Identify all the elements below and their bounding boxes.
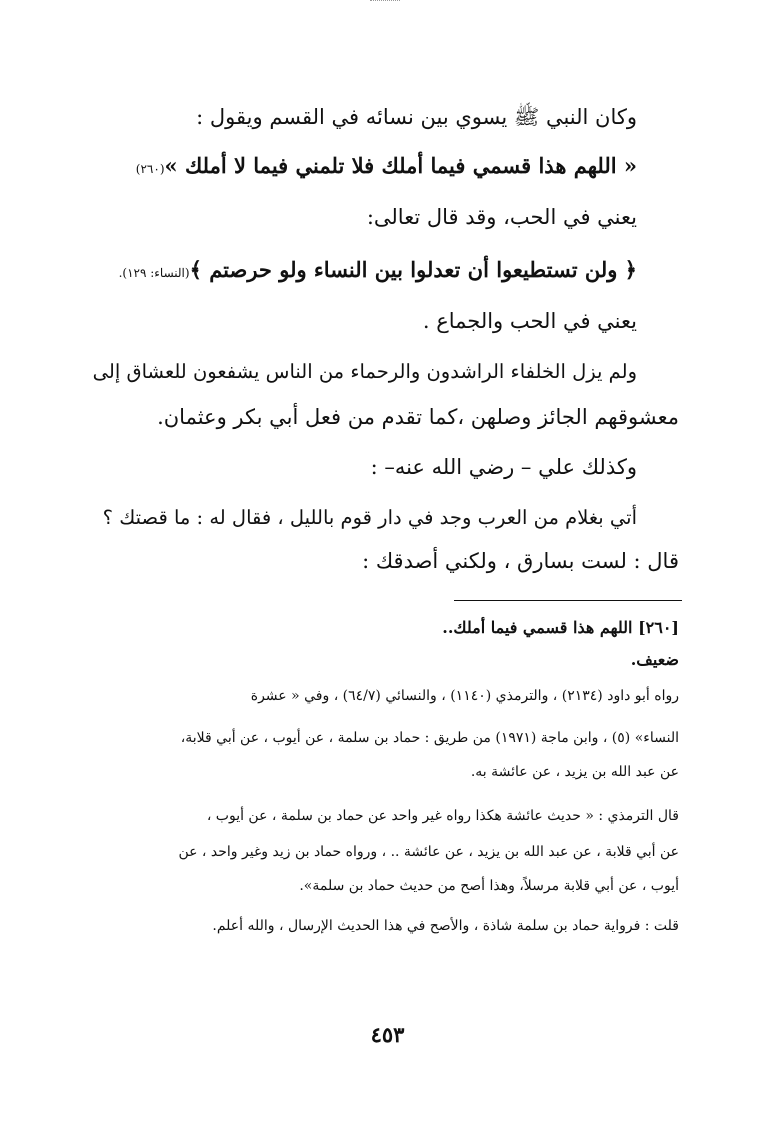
footnote-line-6: أيوب ، عن أبي قلابة مرسلاً، وهذا أصح من حديث حماد بن سلمة». xyxy=(299,878,679,894)
footnote-line-5: عن أبي قلابة ، عن عبد الله بن يزيد ، عن عائشة .. ، ورواه حماد بن زيد وغير واحد ، عن xyxy=(178,844,679,860)
footnote-line-7: قلت : فرواية حماد بن سلمة شاذة ، والأصح في هذا الحديث الإرسال ، والله أعلم. xyxy=(212,918,679,934)
hadith-reference: (٢٦٠) xyxy=(135,162,165,176)
footnote-line-1: رواه أبو داود (٢١٣٤) ، والترمذي (١١٤٠) ، والنسائي (٦٤/٧) ، وفي « عشرة xyxy=(250,688,679,704)
body-line-6: أتي بغلام من العرب وجد في دار قوم بالليل ، فقال له : ما قصتك ؟ xyxy=(102,506,637,529)
footnote-grade: ضعيف. xyxy=(630,650,679,669)
footnote-separator xyxy=(454,600,682,601)
ayah-text: ﴿ ولن تستطيعوا أن تعدلوا بين النساء ولو حرصتم ﴾ xyxy=(189,257,637,282)
body-line-3: يعني في الحب والجماع . xyxy=(422,309,637,333)
hadith-text: « اللهم هذا قسمي فيما أملك فلا تلمني فيما لا أملك » xyxy=(164,153,637,178)
top-edge-mark xyxy=(370,0,400,5)
hadith-line xyxy=(136,153,637,178)
body-line-5: وكذلك علي – رضي الله عنه– : xyxy=(370,455,637,479)
footnote-line-2: النساء» (٥) ، وابن ماجة (١٩٧١) من طريق : حماد بن سلمة ، عن أيوب ، عن أبي قلابة، xyxy=(180,730,679,746)
body-line-1: وكان النبي ﷺ يسوي بين نسائه في القسم ويقول : xyxy=(196,105,637,129)
body-line-7: قال : لست بسارق ، ولكني أصدقك : xyxy=(362,549,679,573)
body-line-4a: ولم يزل الخلفاء الراشدون والرحماء من الناس يشفعون للعشاق إلى xyxy=(92,360,637,383)
ayah-reference: (النساء: ١٢٩). xyxy=(118,266,190,280)
body-line-2: يعني في الحب، وقد قال تعالى: xyxy=(366,205,637,229)
page-number: ٤٥٣ xyxy=(370,1022,405,1047)
body-line-4b: معشوقهم الجائز وصلهن ،كما تقدم من فعل أبي بكر وعثمان. xyxy=(157,405,679,429)
footnote-line-4: قال الترمذي : « حديث عائشة هكذا رواه غير واحد عن حماد بن سلمة ، عن أيوب ، xyxy=(206,808,679,824)
footnote-line-3: عن عبد الله بن يزيد ، عن عائشة به. xyxy=(470,764,679,780)
ayah-line xyxy=(119,257,637,282)
footnote-title: [٢٦٠] اللهم هذا قسمي فيما أملك.. xyxy=(442,618,679,637)
